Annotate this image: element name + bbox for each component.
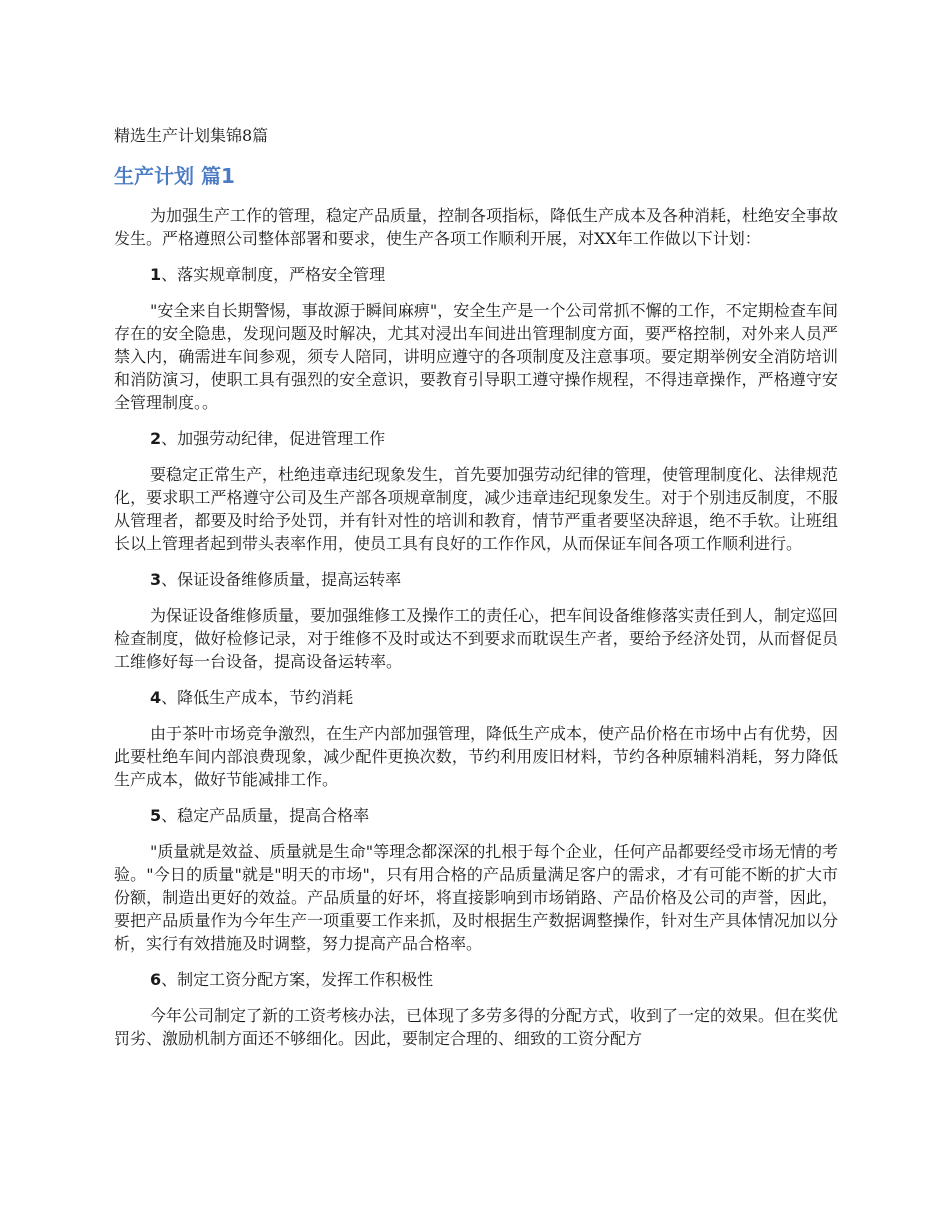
section-heading: 生产计划 篇1 xyxy=(114,164,235,188)
item-heading-text: 、落实规章制度，严格安全管理 xyxy=(161,265,386,284)
item-heading-text: 、稳定产品质量，提高合格率 xyxy=(161,806,370,825)
item-heading-text: 、加强劳动纪律，促进管理工作 xyxy=(161,429,386,448)
item-number: 2 xyxy=(150,429,162,448)
item-number: 1 xyxy=(150,265,162,284)
item-body-5: "质量就是效益、质量就是生命"等理念都深深的扎根于每个企业，任何产品都要经受市场无情的考验。"今日的质量"就是"明天的市场"，只有用合格的产品质量满足客户的需求，才有可能不断的扩大市份额，制造出更好的效益。产品质量的好坏，将直接影响到市场销路、产品价格及公司的声誉，因此，要把产品质量作为今年生产一项重要工作来抓，及时根据生产数据调整操作，针对生产具体情况加以分析，实行有效措施及时调整，努力提高产品合格率。 xyxy=(114,842,838,953)
item-body-3: 为保证设备维修质量，要加强维修工及操作工的责任心，把车间设备维修落实责任到人，制定巡回检查制度，做好检修记录，对于维修不及时或达不到要求而耽误生产者，要给予经济处罚，从而督促员工维修好每一台设备，提高设备运转率。 xyxy=(114,606,839,671)
item-heading-2 xyxy=(114,427,838,450)
item-body-6: 今年公司制定了新的工资考核办法，已体现了多劳多得的分配方式，收到了一定的效果。但在奖优罚劣、激励机制方面还不够细化。因此，要制定合理的、细致的工资分配方 xyxy=(114,1006,839,1048)
item-number: 5 xyxy=(150,806,162,825)
item-heading-3 xyxy=(114,568,838,591)
item-heading-4 xyxy=(114,686,838,709)
item-number: 3 xyxy=(150,570,162,589)
item-number: 6 xyxy=(150,970,162,989)
item-heading-text: 、降低生产成本，节约消耗 xyxy=(161,688,354,707)
item-heading-text: 、保证设备维修质量，提高运转率 xyxy=(161,570,402,589)
intro-paragraph: 为加强生产工作的管理，稳定产品质量，控制各项指标，降低生产成本及各种消耗，杜绝安全事故发生。严格遵照公司整体部署和要求，使生产各项工作顺利开展，对XX年工作做以下计划： xyxy=(114,206,839,248)
item-body-4: 由于茶叶市场竞争激烈，在生产内部加强管理，降低生产成本，使产品价格在市场中占有优势，因此要杜绝车间内部浪费现象，减少配件更换次数，节约利用废旧材料，节约各种原辅料消耗，努力降低生产成本，做好节能减排工作。 xyxy=(114,724,839,789)
item-heading-text: 、制定工资分配方案，发挥工作积极性 xyxy=(161,970,434,989)
item-number: 4 xyxy=(150,688,162,707)
item-heading-5 xyxy=(114,804,838,827)
item-body-2: 要稳定正常生产，杜绝违章违纪现象发生，首先要加强劳动纪律的管理，使管理制度化、法律规范化，要求职工严格遵守公司及生产部各项规章制度，减少违章违纪现象发生。对于个别违反制度，不服从管理者，都要及时给予处罚，并有针对性的培训和教育，情节严重者要坚决辞退，绝不手软。让班组长以上管理者起到带头表率作用，使员工具有良好的工作作风，从而保证车间各项工作顺利进行。 xyxy=(114,465,839,553)
document-content xyxy=(114,124,838,1063)
item-heading-1 xyxy=(114,263,838,286)
item-body-1: "安全来自长期警惕，事故源于瞬间麻痹"，安全生产是一个公司常抓不懈的工作，不定期检查车间存在的安全隐患，发现问题及时解决，尤其对浸出车间进出管理制度方面，要严格控制，对外来人员严禁入内，确需进车间参观，须专人陪同，讲明应遵守的各项制度及注意事项。要定期举例安全消防培训和消防演习，使职工具有强烈的安全意识，要教育引导职工遵守操作规程，不得违章操作，严格遵守安全管理制度。。 xyxy=(114,301,838,412)
document-title: 精选生产计划集锦8篇 xyxy=(114,126,269,145)
item-heading-6 xyxy=(114,968,838,991)
